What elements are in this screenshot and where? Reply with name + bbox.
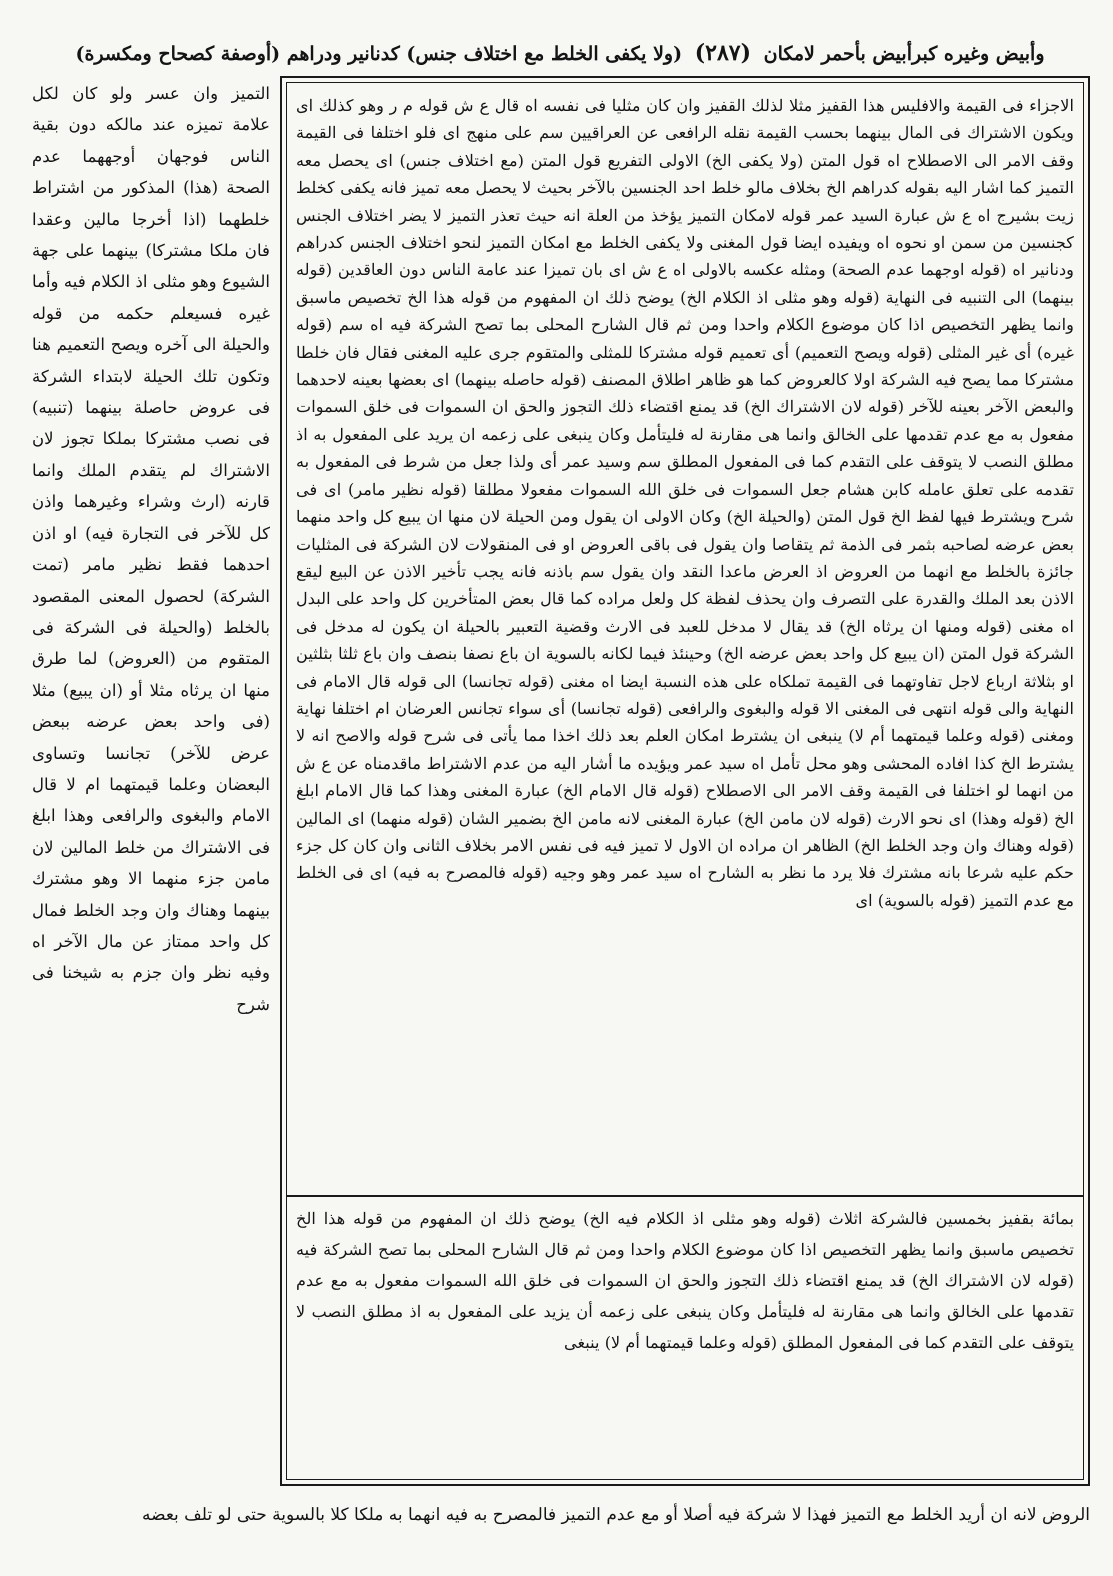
commentary-main-text: الاجزاء فى القيمة والافليس هذا القفيز مثلا لذلك القفيز وان كان مثليا فى نفسه اه قال ع ش قوله م ر وهو كذلك اى ويكون الاشتراك فى المال بينهما بحسب القيمة نقله الرافعى عن العراقيين سم على منهج اى فلو اختلفا فى القيمة وقف الامر الى الاصطلاح اه قول المتن (ولا يكفى الخ) الاولى التفريع قول المتن (مع اختلاف جنس) اى يحصل معه التميز كما اشار اليه بقوله كدراهم الخ بخلاف مالو خلط احد الجنسين بالآخر بحيث لا يحصل معه تميز فانه يكفى كخلط زيت بشيرج اه ع ش عبارة السيد عمر قوله لامكان التميز يؤخذ من العلة انه حيث تعذر التميز لا يضر اختلاف الجنس كجنسين من سمن او نحوه اه ويفيده ايضا قول المغنى ولا يكفى الخلط مع امكان التميز لنحو اختلاف الجنس كدراهم ودنانير اه (قوله اوجهما عدم الصحة) ومثله عكسه بالاولى اه ع ش اى بان تميزا عند عامة الناس دون العاقدين (قوله بينهما) الى التنبيه فى النهاية (قوله وهو مثلى اذ الكلام الخ) يوضح ذلك ان المفهوم من قوله هذا الخ تخصيص ماسبق وانما يظهر التخصيص اذا كان موضوع الكلام واحدا ومن ثم قال الشارح المحلى بما تصح الشركة فيه اه سم (قوله غيره) أى غير المثلى (قوله ويصح التعميم) أى تعميم قوله مشتركا للمثلى والمتقوم جرى عليه المغنى فقال فان خلطا مشتركا مما يصح فيه الشركة اولا كالعروض كما هو ظاهر اطلاق المصنف (قوله حاصله بينهما) اى بعضها بعينه لاحدهما والبعض الآخر بعينه للآخر (قوله لان الاشتراك الخ) قد يمنع اقتضاء ذلك التجوز والحق ان السموات فى خلق السموات مفعول به مع عدم تقدمها على الخالق وانما هى مقارنة له فليتأمل وكان ينبغى على زعمه ان يريد على المفعول به اذ مطلق النصب لا يتوقف على التقدم كما فى المفعول المطلق سم وسيد عمر أى ولذا جعل من شرط فى المفعول به تقدمه على تعلق عامله كابن هشام جعل السموات فى خلق الله السموات مفعولا مطلقا (قوله نظير مامر) اى فى شرح ويشترط فيها لفظ الخ قول المتن (والحيلة الخ) وكان الاولى ان يقول ومن الحيلة لان منها ان يبيع كل واحد منهما بعض عرضه لصاحبه بثمر فى الذمة ثم يتقاصا وان يقول فى باقى العروض او فى المنقولات لان الشركة فى المثليات جائزة بالخلط مع انهما من العروض اذ العرض ماعدا النقد وان يقول سم باذنه فانه يجب تأخير الاذن عن البيع ليقع الاذن بعد الملك والقدرة على التصرف وان يحذف لفظة كل ولعل مراده كما قال بعض المتأخرين كل واحد على البدل اه مغنى (قوله ومنها ان يرثاه الخ) قد يقال لا مدخل للعبد فى الارث وقضية التعبير بالحيلة ان يكون له مدخل فى الشركة قول المتن (ان يبيع كل واحد بعض عرضه الخ) وحينئذ فيما لكانه بالسوية ان باع نصفا بنصف وان باع ثلثا بثلثين او بثلاثة ارباع لاجل تفاوتهما فى القيمة تملكاه على هذه النسبة ايضا اه مغنى (قوله تجانسا) الى قوله قال الامام فى النهاية والى قوله انتهى فى المغنى الا قوله والبغوى والرافعى (قوله تجانسا) أى سواء تجانس العرضان ام اختلفا نهاية ومغنى (قوله وعلما قيمتهما أم لا) ينبغى ان يشترط امكان العلم بعد ذلك اخذا مما يأتى فى شرح قوله والاصح انه لا يشترط الخ كذا افاده المحشى وهو محل تأمل اه سيد عمر ويؤيده ما أشار اليه من عدم الاشتراط ماقدمناه عن ع ش من انهما لو اختلفا فى القيمة وقف الامر الى الاصطلاح (قوله قال الامام الخ) عبارة المغنى وهذا كما قال الامام ابلغ الخ (قوله وهذا) اى نحو الارث (قوله لان مامن الخ) عبارة المغنى لانه مامن الخ بضمير الشان (قوله منهما) اى المالين (قوله وهناك وان وجد الخلط الخ) الظاهر ان مراده ان الاول لا تميز فيه فى نفس الامر بخلاف الثانى وان كان كل جزء حكم عليه شرعا بانه مشترك فلا يرد ما نظر به الشارح اه سيد عمر وهو وجيه (قوله فالمصرح به فيه) اى فى الخلط مع عدم التميز (قوله بالسوية) اى [296,96,1074,910]
commentary-lower-text: بمائة بقفيز بخمسين فالشركة اثلاث (قوله وهو مثلى اذ الكلام فيه الخ) يوضح ذلك ان المفهوم من قوله هذا الخ تخصيص ماسبق وانما يظهر التخصيص اذا كان موضوع الكلام واحدا ومن ثم قال الشارح المحلى بما تصح الشركة فيه (قوله لان الاشتراك الخ) قد يمنع اقتضاء ذلك التجوز والحق ان السموات فى خلق الله السموات مفعول به مع عدم تقدمها على الخالق وانما هى مقارنة له فليتأمل وكان ينبغى على زعمه أن يزيد على المفعول به اذ مطلق النصب لا يتوقف على التقدم كما فى المفعول المطلق (قوله وعلما قيمتهما أم لا) ينبغى [296,1209,1074,1352]
margin-column-text: التميز وان عسر ولو كان لكل علامة تميزه عند مالكه دون بقية الناس فوجهان أوجههما عدم الصحة (هذا) المذكور من اشتراط خلطهما (اذا أخرجا مالين وعقدا فان ملكا مشتركا) بينهما على جهة الشيوع وهو مثلى اذ الكلام فيه وأما غيره فسيعلم حكمه من قوله والحيلة الى آخره ويصح التعميم هنا وتكون تلك الحيلة لابتداء الشركة فى عروض حاصلة بينهما (تنبيه) فى نصب مشتركا بملكا تجوز لان الاشتراك لم يتقدم الملك وانما قارنه (ارث وشراء وغيرهما واذن كل للآخر فى التجارة فيه) او اذن احدهما فقط نظير مامر (تمت الشركة) لحصول المعنى المقصود بالخلط (والحيلة فى الشركة فى المتقوم من (العروض) لما طرق منها ان يرثاه مثلا أو (ان يبيع) مثلا (فى واحد بعض عرضه ببعض عرض للآخر) تجانسا وتساوى البعضان وعلما قيمتهما ام لا قال الامام والبغوى والرافعى وهذا ابلغ فى الاشتراك من خلط المالين لان مامن جزء منهما الا وهو مشترك بينهما وهناك وان وجد الخلط فمال كل واحد ممتاز عن مال الآخر اه وفيه نظر وان جزم به شيخنا فى شرح [32,84,270,1014]
header-right-text: وأبيض وغيره كبرأبيض بأحمر لامكان [763,43,1045,65]
page-footer-text: الروض لانه ان أريد الخلط مع التميز فهذا لا شركة فيه أصلا أو مع عدم التميز فالمصرح به فيه انهما به ملكا كلا بالسوية حتى لو تلف بعضه [141,1505,1090,1525]
page-number: (٢٨٧) [694,40,752,66]
header-left-text: (ولا يكفى الخلط مع اختلاف جنس) كدنانير ودراهم (أوصفة كصحاح ومكسرة) [75,43,683,65]
page-header [30,38,1090,68]
commentary-divider [286,1195,1084,1197]
